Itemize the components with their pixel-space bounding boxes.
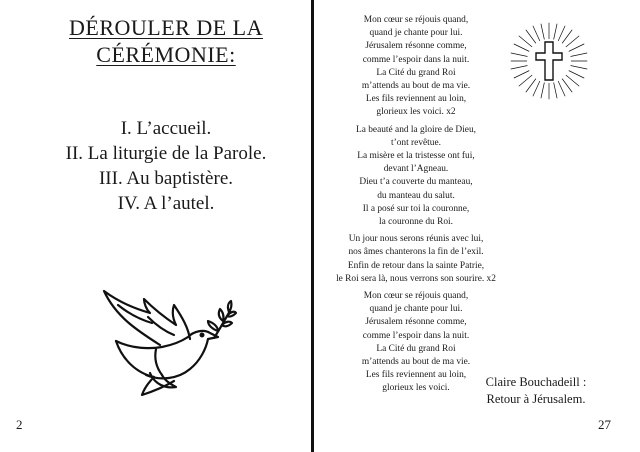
lyric-line: comme l’espoir dans la nuit.: [362, 54, 470, 65]
lyric-line: la couronne du Roi.: [379, 217, 453, 228]
page-title: [48, 14, 284, 68]
lyric-line: glorieux les voici. x2: [376, 107, 456, 118]
title-line-1: DÉROULER DE LA: [69, 15, 263, 40]
lyric-line: La misère et la tristesse ont fui,: [357, 151, 475, 162]
lyric-line: La beauté and la gloire de Dieu,: [356, 124, 476, 135]
left-page: [0, 0, 312, 452]
stanza: [320, 14, 512, 120]
lyric-line: Mon cœur se réjouis quand,: [363, 15, 469, 25]
lyric-line: t’ont revêtue.: [391, 137, 441, 148]
lyric-line: Il a posé sur toi la couronne,: [362, 203, 470, 214]
lyric-line: Enfin de retour dans la sainte Patrie,: [347, 260, 485, 271]
program-item: I. L’accueil.: [120, 118, 212, 139]
page-number-left: 2: [16, 417, 23, 432]
lyric-line: Mon cœur se réjouis quand,: [363, 291, 469, 302]
song-credit: [466, 374, 606, 408]
credit-author: Claire Bouchadeill :: [485, 375, 587, 389]
lyric-line: glorieux les voici.: [382, 383, 450, 394]
program-item: IV. A l’autel.: [117, 193, 215, 214]
title-line-2: CÉRÉMONIE:: [96, 42, 236, 67]
lyric-line: m’attends au bout de ma vie.: [361, 357, 471, 368]
lyric-line: du manteau du salut.: [377, 190, 455, 201]
program-item: III. Au baptistère.: [98, 168, 233, 189]
lyric-line: Dieu t’a couverte du manteau,: [359, 177, 473, 188]
lyric-line: comme l’espoir dans la nuit.: [362, 330, 470, 341]
lyric-line: m’attends au bout de ma vie.: [361, 81, 471, 92]
ceremony-program: [30, 116, 302, 216]
lyric-line: Jérusalem résonne comme,: [365, 317, 467, 328]
song-lyrics: [320, 14, 512, 400]
credit-title: Retour à Jérusalem.: [486, 392, 586, 406]
stanza: [320, 124, 512, 230]
radiant-cross-icon: [510, 22, 588, 100]
lyric-line: Un jour nous serons réunis avec lui,: [348, 234, 484, 245]
page-number-right: 27: [598, 417, 611, 432]
program-item: II. La liturgie de la Parole.: [65, 143, 267, 164]
lyric-line: La Cité du grand Roi: [376, 67, 456, 78]
dove-with-olive-branch-icon: [98, 283, 238, 403]
stanza: [320, 233, 512, 286]
lyric-line: quand je chante pour lui.: [369, 28, 463, 39]
lyric-line: nos âmes chanterons la fin de l’exil.: [348, 247, 484, 258]
lyric-line: Les fils reviennent au loin,: [365, 370, 467, 381]
lyric-line: le Roi sera là, nous verrons son sourire. x2: [336, 273, 496, 284]
lyric-line: Jérusalem résonne comme,: [365, 41, 467, 52]
lyric-line: devant l’Agneau.: [383, 164, 449, 175]
lyric-line: quand je chante pour lui.: [369, 304, 463, 315]
lyric-line: La Cité du grand Roi: [376, 343, 456, 354]
lyric-line: Les fils reviennent au loin,: [365, 94, 467, 105]
